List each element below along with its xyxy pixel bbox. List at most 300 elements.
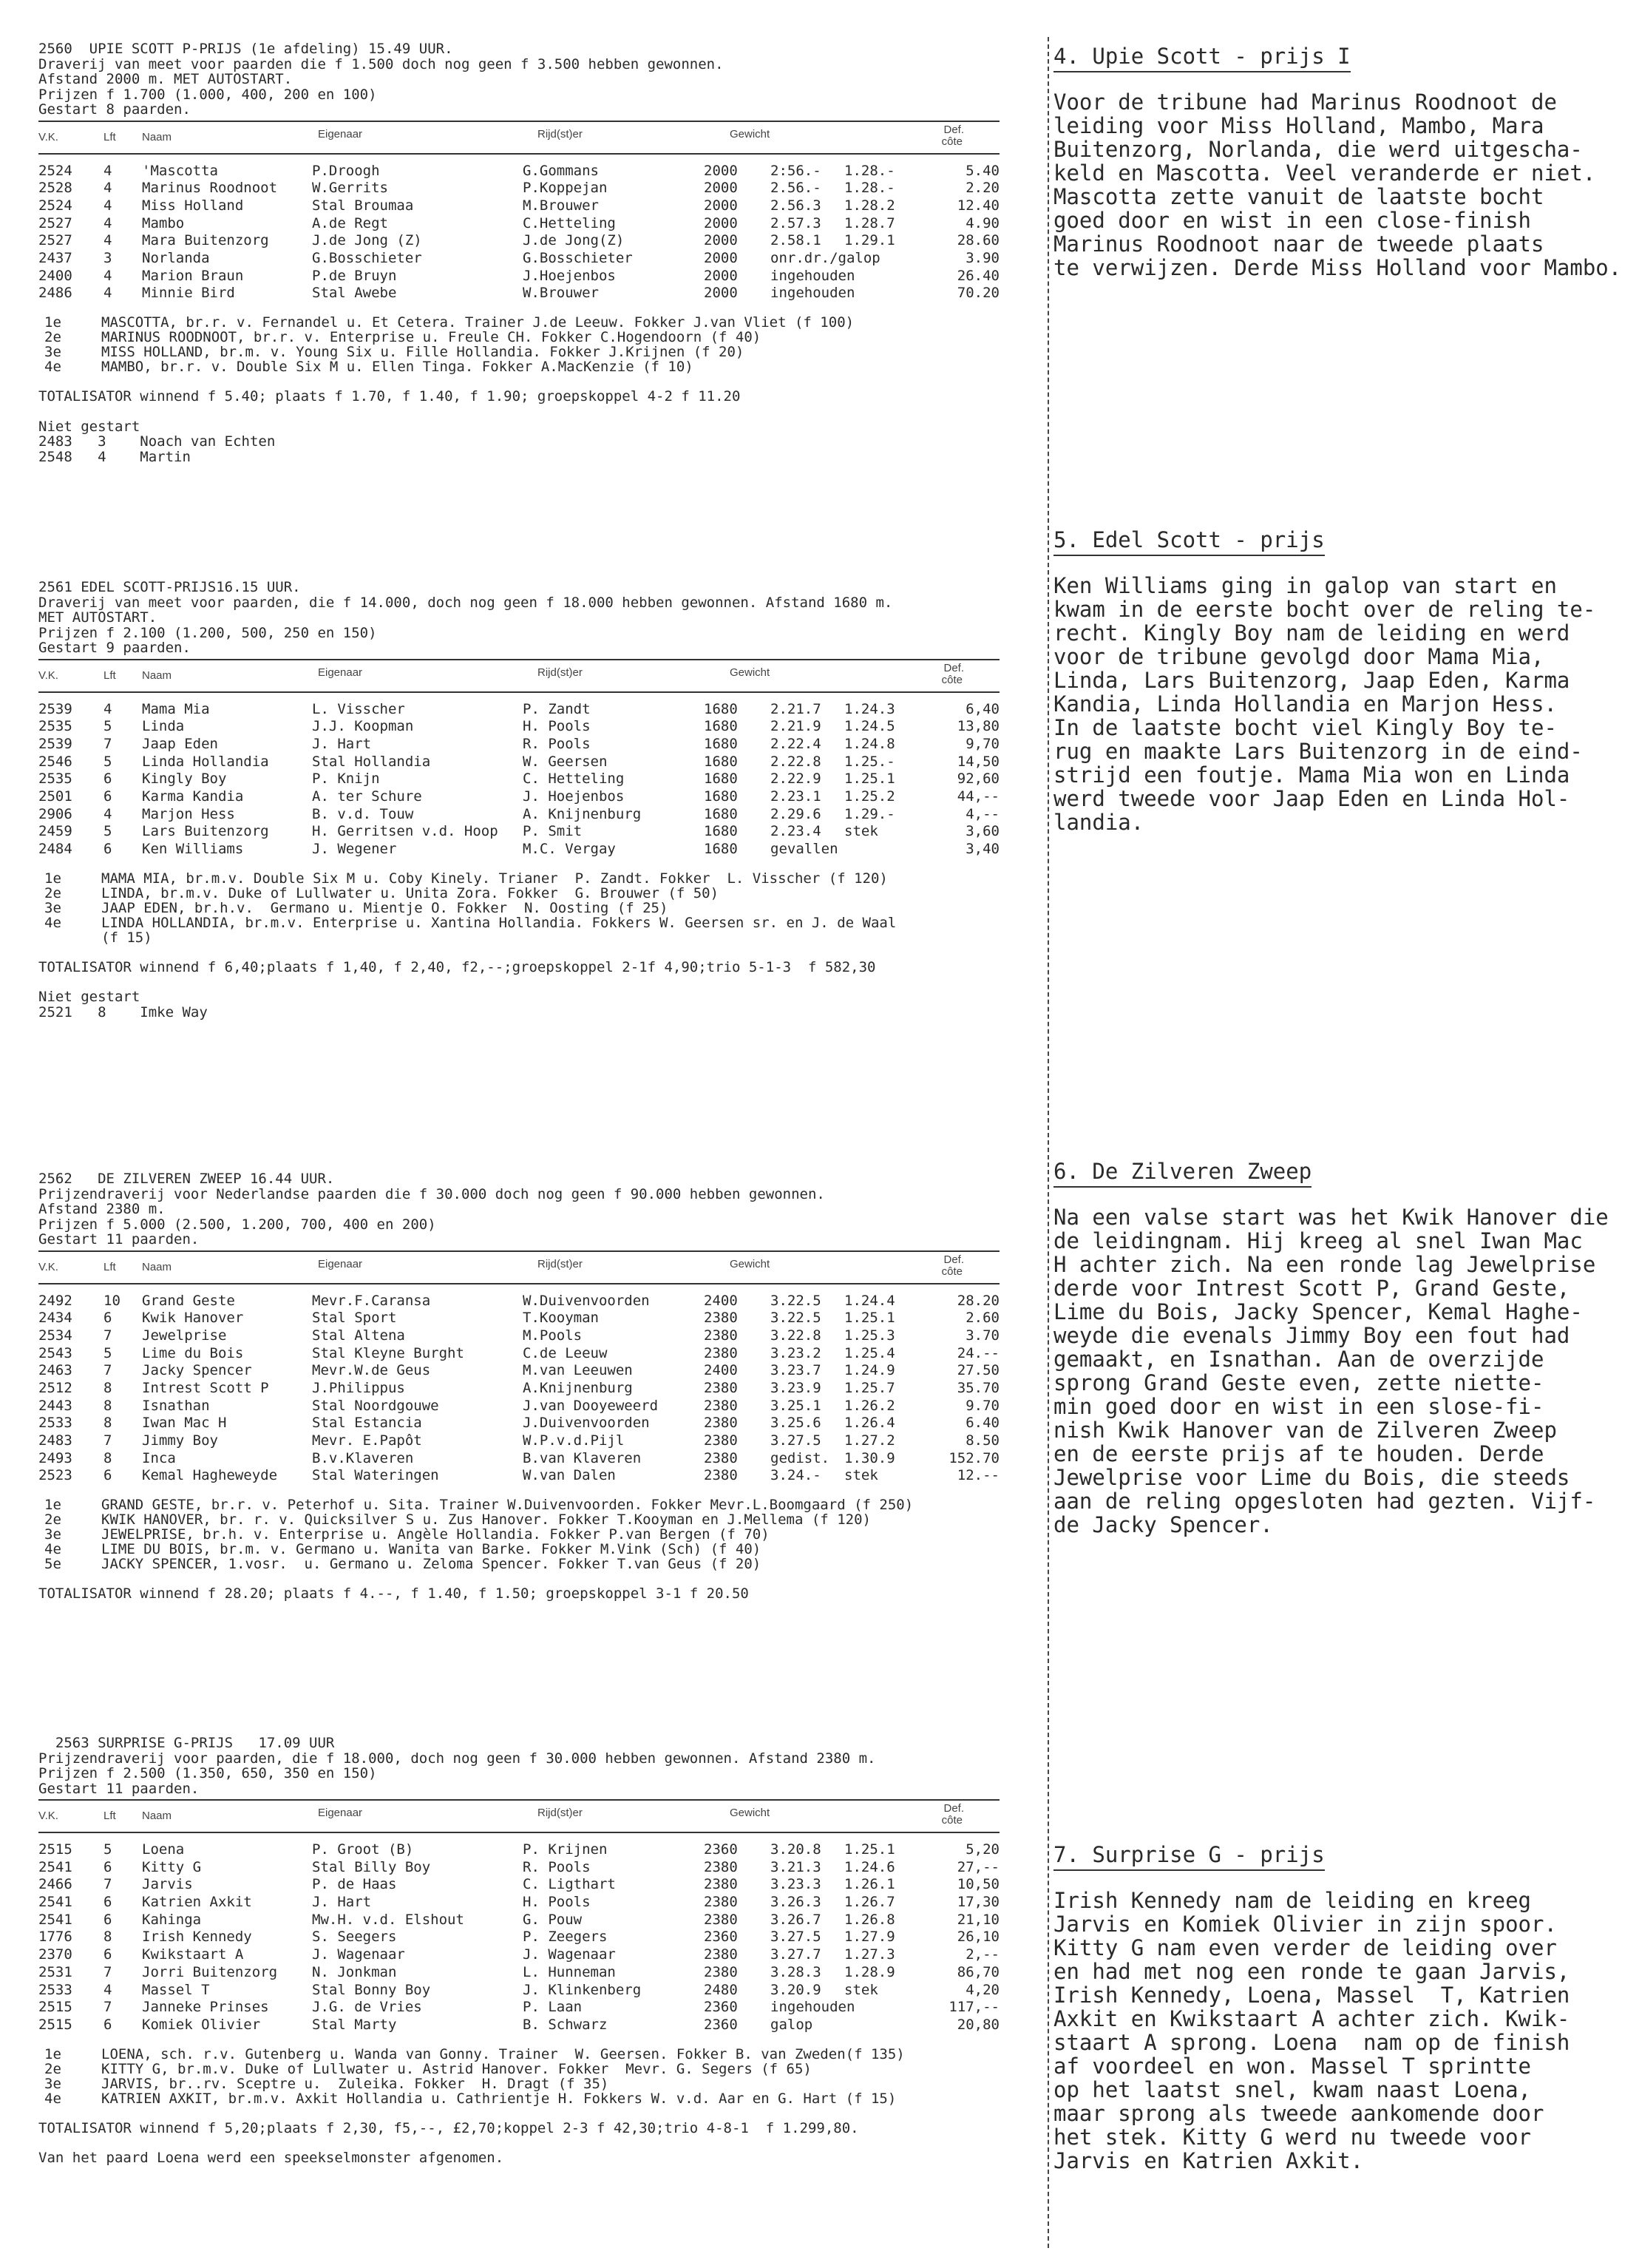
- table-cell: C. Hetteling: [523, 771, 625, 788]
- note-line: 2521 8 Imke Way: [38, 1003, 208, 1020]
- table-cell: Mevr.W.de Geus: [312, 1362, 431, 1379]
- table-cell: Ken Williams: [142, 841, 244, 857]
- column-rijder: Rijd(st)er: [537, 1807, 583, 1819]
- table-cell: 1.25.7: [844, 1379, 895, 1396]
- table-cell: P. de Haas: [312, 1876, 397, 1893]
- table-cell: Mama Mia: [142, 700, 210, 717]
- column-naam: Naam: [142, 1810, 172, 1822]
- table-cell: 2501: [38, 788, 72, 805]
- placing-position: 1e: [44, 2045, 61, 2062]
- table-cell: 117,--: [949, 1999, 1000, 2016]
- race-notes: [38, 419, 1000, 465]
- placing-position: 2e: [44, 884, 61, 901]
- column-cote: côte: [941, 135, 963, 148]
- table-cell: 20,80: [957, 2016, 1000, 2033]
- table-cell: Katrien Axkit: [142, 1894, 252, 1911]
- table-cell: J. Wagenaar: [312, 1946, 405, 1963]
- table-cell: Marinus Roodnoot: [142, 180, 278, 197]
- table-cell: galop: [770, 2016, 813, 2033]
- table-cell: 2437: [38, 249, 72, 266]
- table-cell: 2.22.4: [770, 735, 821, 752]
- table-cell: Stal Sport: [312, 1310, 397, 1327]
- table-cell: Stal Wateringen: [312, 1467, 439, 1484]
- table-cell: 8: [104, 1415, 112, 1432]
- table-cell: 1680: [704, 735, 738, 752]
- table-cell: 2000: [704, 162, 738, 179]
- table-cell: P. Zandt: [523, 700, 591, 717]
- table-cell: 2539: [38, 735, 72, 752]
- placing-row: [38, 886, 1000, 901]
- placing-text: MARINUS ROODNOOT, br.r. v. Enterprise u. Freule CH. Fokker C.Hogendoorn (f 40): [101, 329, 761, 345]
- table-cell: 4,20: [966, 1981, 1000, 1998]
- placing-row: [38, 1497, 1000, 1512]
- table-cell: Marion Braun: [142, 267, 244, 284]
- table-cell: G.Bosschieter: [312, 249, 422, 266]
- race-notes: [38, 2150, 1000, 2166]
- table-cell: 6: [104, 771, 112, 788]
- table-row: [38, 1842, 1000, 1860]
- table-row: [38, 1310, 1000, 1328]
- column-naam: Naam: [142, 130, 172, 143]
- table-cell: Norlanda: [142, 249, 210, 266]
- table-cell: P. Smit: [523, 823, 583, 840]
- table-cell: Karma Kandia: [142, 788, 244, 805]
- race-header-line: Draverij van meet voor paarden die f 1.500 doch nog geen f 3.500 hebben gewonnen.: [38, 55, 724, 72]
- table-cell: 6: [104, 1894, 112, 1911]
- table-cell: 1.26.1: [844, 1876, 895, 1893]
- table-cell: 5: [104, 1344, 112, 1361]
- column-rijder: Rijd(st)er: [537, 1257, 583, 1270]
- table-cell: 2000: [704, 197, 738, 214]
- column-eigenaar: Eigenaar: [318, 127, 363, 141]
- table-cell: 2380: [704, 1327, 738, 1344]
- table-cell: 2515: [38, 2016, 72, 2033]
- table-cell: Mambo: [142, 214, 185, 231]
- table-cell: 2524: [38, 197, 72, 214]
- table-row: [38, 268, 1000, 286]
- table-cell: 1.27.3: [844, 1946, 895, 1963]
- table-cell: W.P.v.d.Pijl: [523, 1432, 625, 1449]
- table-cell: 2000: [704, 214, 738, 231]
- table-cell: Kingly Boy: [142, 771, 227, 788]
- table-cell: 6.40: [966, 1415, 1000, 1432]
- table-cell: 2459: [38, 823, 72, 840]
- table-cell: P. Knijn: [312, 771, 380, 788]
- table-cell: 9,70: [966, 735, 1000, 752]
- race-report: [1053, 528, 1630, 834]
- table-cell: 1.25.4: [844, 1344, 895, 1361]
- table-cell: stek: [844, 823, 878, 840]
- table-cell: 1.28.9: [844, 1963, 895, 1980]
- table-cell: 6: [104, 1310, 112, 1327]
- table-cell: 3.70: [966, 1327, 1000, 1344]
- table-cell: M.van Leeuwen: [523, 1362, 633, 1379]
- table-cell: 2,--: [966, 1946, 1000, 1963]
- table-cell: 9.70: [966, 1397, 1000, 1414]
- table-cell: 2380: [704, 1858, 738, 1875]
- placing-row: [38, 1512, 1000, 1527]
- table-cell: 5.40: [966, 162, 1000, 179]
- table-cell: 2.22.8: [770, 753, 821, 770]
- table-cell: J.J. Koopman: [312, 718, 414, 735]
- table-cell: Lars Buitenzorg: [142, 823, 269, 840]
- table-cell: 1.24.8: [844, 735, 895, 752]
- table-cell: 1.29.1: [844, 232, 895, 249]
- table-cell: 2360: [704, 1929, 738, 1946]
- table-cell: 2480: [704, 1981, 738, 1998]
- table-cell: Stal Awebe: [312, 285, 397, 302]
- table-cell: 2523: [38, 1467, 72, 1484]
- table-cell: B.van Klaveren: [523, 1449, 642, 1466]
- race-header-line: Prijzen f 1.700 (1.000, 400, 200 en 100): [38, 86, 377, 103]
- table-row: [38, 1433, 1000, 1451]
- table-cell: 2515: [38, 1841, 72, 1858]
- table-row: [38, 807, 1000, 825]
- report-title: 7. Surprise G - prijs: [1053, 1843, 1325, 1871]
- table-row: [38, 1468, 1000, 1486]
- table-cell: N. Jonkman: [312, 1963, 397, 1980]
- results-table-body: [38, 702, 1000, 859]
- race-header-line: 2563 SURPRISE G-PRIJS 17.09 UUR: [38, 1735, 335, 1751]
- table-cell: Mara Buitenzorg: [142, 232, 269, 249]
- table-cell: 1.30.9: [844, 1449, 895, 1466]
- placing-text: JAAP EDEN, br.h.v. Germano u. Mientje O. Fokker N. Oosting (f 25): [101, 899, 668, 916]
- table-cell: R. Pools: [523, 1858, 591, 1875]
- table-cell: 2531: [38, 1963, 72, 1980]
- results-table-header: [38, 659, 1000, 693]
- table-cell: 6,40: [966, 700, 1000, 717]
- table-cell: 1.28.7: [844, 214, 895, 231]
- placing-position: 1e: [44, 1497, 61, 1514]
- table-cell: 2380: [704, 1432, 738, 1449]
- table-cell: 2527: [38, 232, 72, 249]
- table-cell: Kwik Hanover: [142, 1310, 244, 1327]
- placing-text: JACKY SPENCER, 1.vosr. u. Germano u. Zeloma Spencer. Fokker T.van Geus (f 20): [101, 1556, 761, 1573]
- race-report: [1053, 1160, 1630, 1537]
- placing-text: LINDA, br.m.v. Duke of Lullwater u. Unita Zora. Fokker G. Brouwer (f 50): [101, 884, 719, 901]
- note-line: Van het paard Loena werd een speekselmonster afgenomen.: [38, 2150, 504, 2167]
- table-cell: 2000: [704, 249, 738, 266]
- table-cell: 4: [104, 180, 112, 197]
- table-cell: Grand Geste: [142, 1292, 235, 1309]
- table-cell: 8.50: [966, 1432, 1000, 1449]
- table-cell: 7: [104, 1999, 112, 2016]
- table-cell: 1.28.-: [844, 162, 895, 179]
- report-title: 6. De Zilveren Zweep: [1053, 1160, 1311, 1188]
- report-text: Voor de tribune had Marinus Roodnoot de leiding voor Miss Holland, Mambo, Mara Buitenzorg, Norlanda, die werd uitgescha- keld en Mascotta. Veel veranderde er niet. Mascotta zette vanuit de laatste bocht goed door en wist in een close-finish Marinus Roodnoot naar de tweede plaats te verwijzen. Derde Miss Holland voor Mambo.: [1053, 89, 1622, 280]
- table-cell: 3.23.3: [770, 1876, 821, 1893]
- table-cell: 2380: [704, 1876, 738, 1893]
- placing-position: 4e: [44, 2090, 61, 2107]
- table-cell: 7: [104, 1362, 112, 1379]
- table-cell: 2493: [38, 1449, 72, 1466]
- table-row: [38, 285, 1000, 303]
- table-row: [38, 1415, 1000, 1433]
- table-cell: 1776: [38, 1929, 72, 1946]
- placing-text: MASCOTTA, br.r. v. Fernandel u. Et Cetera. Trainer J.de Leeuw. Fokker J.van Vliet (f 100): [101, 314, 855, 331]
- table-cell: 1680: [704, 823, 738, 840]
- table-cell: 4: [104, 805, 112, 822]
- table-cell: 2.22.9: [770, 771, 821, 788]
- table-cell: P. Laan: [523, 1999, 583, 2016]
- table-cell: 6: [104, 1946, 112, 1963]
- table-cell: B.v.Klaveren: [312, 1449, 414, 1466]
- table-cell: 6: [104, 788, 112, 805]
- table-cell: 4: [104, 285, 112, 302]
- table-cell: Miss Holland: [142, 197, 244, 214]
- placing-text: KWIK HANOVER, br. r. v. Quicksilver S u. Zus Hanover. Fokker T.Kooyman en J.Mellema (f 120): [101, 1512, 871, 1529]
- table-cell: 3.20.9: [770, 1981, 821, 1998]
- table-cell: 5: [104, 823, 112, 840]
- placing-row: [38, 1527, 1000, 1542]
- table-cell: gevallen: [770, 841, 838, 857]
- table-cell: T.Kooyman: [523, 1310, 599, 1327]
- table-cell: 2434: [38, 1310, 72, 1327]
- table-cell: Stal Hollandia: [312, 753, 431, 770]
- table-cell: 4: [104, 214, 112, 231]
- table-cell: H. Gerritsen v.d. Hoop: [312, 823, 498, 840]
- column-vk: V.K.: [38, 1810, 58, 1822]
- table-cell: 2.23.1: [770, 788, 821, 805]
- table-row: [38, 180, 1000, 198]
- table-cell: 3.26.3: [770, 1894, 821, 1911]
- table-cell: 3.24.-: [770, 1467, 821, 1484]
- totalisator: TOTALISATOR winnend f 5.40; plaats f 1.70, f 1.40, f 1.90; groepskoppel 4-2 f 11.20: [38, 388, 741, 404]
- table-cell: 5: [104, 1841, 112, 1858]
- table-cell: 1.28.2: [844, 197, 895, 214]
- table-cell: Inca: [142, 1449, 176, 1466]
- column-vk: V.K.: [38, 1260, 58, 1273]
- table-cell: 1.26.2: [844, 1397, 895, 1414]
- column-def: Def.: [943, 661, 964, 674]
- table-row: [38, 1293, 1000, 1311]
- placing-position: 4e: [44, 359, 61, 375]
- table-cell: 2380: [704, 1379, 738, 1396]
- table-cell: 44,--: [957, 788, 1000, 805]
- table-cell: Iwan Mac H: [142, 1415, 227, 1432]
- table-row: [38, 1983, 1000, 2000]
- table-cell: 8: [104, 1397, 112, 1414]
- table-cell: J.Duivenvoorden: [523, 1415, 650, 1432]
- placing-text: JEWELPRISE, br.h. v. Enterprise u. Angèle Hollandia. Fokker P.van Bergen (f 70): [101, 1526, 770, 1543]
- table-cell: Marjon Hess: [142, 805, 235, 822]
- note-line: 2548 4 Martin: [38, 448, 191, 465]
- table-cell: 2535: [38, 718, 72, 735]
- table-cell: W.Duivenvoorden: [523, 1292, 650, 1309]
- table-cell: 92,60: [957, 771, 1000, 788]
- table-row: [38, 2000, 1000, 2017]
- table-cell: 8: [104, 1449, 112, 1466]
- table-cell: 2.58.1: [770, 232, 821, 249]
- table-cell: Janneke Prinses: [142, 1999, 269, 2016]
- placing-position: 2e: [44, 1512, 61, 1529]
- placing-row: [38, 359, 1000, 374]
- table-cell: 2380: [704, 1397, 738, 1414]
- table-cell: 3.23.2: [770, 1344, 821, 1361]
- placing-text: MISS HOLLAND, br.m. v. Young Six u. Fille Hollandia. Fokker J.Krijnen (f 20): [101, 344, 744, 360]
- race-header-line: 2560 UPIE SCOTT P-PRIJS (1e afdeling) 15.49 UUR.: [38, 41, 453, 57]
- table-cell: R. Pools: [523, 735, 591, 752]
- table-cell: 1.25.-: [844, 753, 895, 770]
- table-cell: Kitty G: [142, 1858, 202, 1875]
- placing-row: [38, 2091, 1000, 2106]
- results-table-header: [38, 121, 1000, 155]
- table-row: [38, 737, 1000, 754]
- table-cell: 2466: [38, 1876, 72, 1893]
- placing-position: 4e: [44, 1541, 61, 1558]
- table-row: [38, 1363, 1000, 1381]
- column-gewicht: Gewicht: [730, 1807, 770, 1819]
- placing-text: LOENA, sch. r.v. Gutenberg u. Wanda van Gonny. Trainer W. Geersen. Fokker B. van Zweden(f 135): [101, 2045, 905, 2062]
- table-cell: 1680: [704, 771, 738, 788]
- table-cell: 17,30: [957, 1894, 1000, 1911]
- table-cell: A.Knijnenburg: [523, 1379, 633, 1396]
- report-text: Irish Kennedy nam de leiding en kreeg Jarvis en Komiek Olivier in zijn spoor. Kitty G nam even verder de leiding over en had met nog een ronde te gaan Jarvis, Irish Kennedy, Loena, Massel T, Katrien Axkit en Kwikstaart A achter zich. Kwik- staart A sprong. Loena nam op de finish af voordeel en won. Massel T sprintte op het laatst snel, kwam naast Loena, maar sprong als tweede aankomende door het stek. Kitty G werd nu tweede voor Jarvis en Katrien Axkit.: [1053, 1888, 1570, 2173]
- table-cell: 2.60: [966, 1310, 1000, 1327]
- table-cell: 2380: [704, 1467, 738, 1484]
- table-cell: 2370: [38, 1946, 72, 1963]
- column-lft: Lft: [104, 130, 116, 143]
- table-cell: M.Brouwer: [523, 197, 599, 214]
- table-cell: 3.22.8: [770, 1327, 821, 1344]
- table-cell: 2906: [38, 805, 72, 822]
- table-cell: 2.21.7: [770, 700, 821, 717]
- table-cell: J. Klinkenberg: [523, 1981, 642, 1998]
- report-text: Na een valse start was het Kwik Hanover die de leidingnam. Hij kreeg al snel Iwan Mac H achter zich. Na een ronde lag Jewelprise derde voor Intrest Scott P, Grand Geste, Lime du Bois, Jacky Spencer, Kemal Haghe- weyde die evenals Jimmy Boy een fout had gemaakt, en Isnathan. Aan de overzijde sprong Grand Geste even, zette niette- min goed door en wist in een slose-fi- nish Kwik Hanover van de Zilveren Zweep en de eerste prijs af te houden. Derde Jewelprise voor Lime du Bois, die steeds aan de reling opgesloten had gezten. Vijf- de Jacky Spencer.: [1053, 1205, 1609, 1537]
- table-cell: Mevr.F.Caransa: [312, 1292, 431, 1309]
- table-cell: S. Seegers: [312, 1929, 397, 1946]
- table-cell: 26.40: [957, 267, 1000, 284]
- table-row: [38, 702, 1000, 720]
- table-cell: 2533: [38, 1415, 72, 1432]
- table-cell: 3,40: [966, 841, 1000, 857]
- table-row: [38, 771, 1000, 789]
- table-cell: 3,60: [966, 823, 1000, 840]
- table-cell: 1680: [704, 805, 738, 822]
- table-cell: 7: [104, 1876, 112, 1893]
- race-header-line: Draverij van meet voor paarden, die f 14.000, doch nog geen f 18.000 hebben gewonnen. Afstand 1680 m.: [38, 594, 893, 611]
- table-cell: 2:56.-: [770, 162, 821, 179]
- table-cell: 3.21.3: [770, 1858, 821, 1875]
- table-cell: 2.23.4: [770, 823, 821, 840]
- table-cell: Mevr. E.Papôt: [312, 1432, 422, 1449]
- table-row: [38, 233, 1000, 251]
- column-eigenaar: Eigenaar: [318, 666, 363, 679]
- race-header-line: MET AUTOSTART.: [38, 609, 157, 626]
- race-header-line: Prijzendraverij voor Nederlandse paarden die f 30.000 doch nog geen f 90.000 hebben gewonnen.: [38, 1185, 825, 1202]
- placing-position: 5e: [44, 1556, 61, 1573]
- table-cell: 1.27.2: [844, 1432, 895, 1449]
- table-cell: 4: [104, 267, 112, 284]
- table-cell: J.G. de Vries: [312, 1999, 422, 2016]
- table-cell: C.de Leeuw: [523, 1344, 608, 1361]
- placing-row: [38, 1542, 1000, 1557]
- table-cell: 26,10: [957, 1929, 1000, 1946]
- table-cell: 2546: [38, 753, 72, 770]
- table-cell: Lime du Bois: [142, 1344, 244, 1361]
- table-cell: 2539: [38, 700, 72, 717]
- column-lft: Lft: [104, 1810, 116, 1822]
- table-cell: 3.23.7: [770, 1362, 821, 1379]
- table-cell: J. Hart: [312, 735, 372, 752]
- report-title: 4. Upie Scott - prijs I: [1053, 44, 1351, 72]
- placing-row: [38, 901, 1000, 915]
- table-cell: Isnathan: [142, 1397, 210, 1414]
- table-cell: 152.70: [949, 1449, 1000, 1466]
- table-cell: 4: [104, 1981, 112, 1998]
- table-cell: Kemal Hagheweyde: [142, 1467, 278, 1484]
- race-block: [38, 580, 1000, 1020]
- table-cell: 2380: [704, 1946, 738, 1963]
- table-cell: 1680: [704, 841, 738, 857]
- results-table-body: [38, 1842, 1000, 2035]
- table-cell: 5,20: [966, 1841, 1000, 1858]
- table-cell: W. Geersen: [523, 753, 608, 770]
- table-cell: J.de Jong (Z): [312, 232, 422, 249]
- table-cell: 1.24.6: [844, 1858, 895, 1875]
- table-cell: Stal Altena: [312, 1327, 405, 1344]
- column-cote: côte: [941, 673, 963, 686]
- table-cell: J.Hoejenbos: [523, 267, 616, 284]
- table-cell: 2524: [38, 162, 72, 179]
- placing-row: [38, 345, 1000, 359]
- table-cell: G.Gommans: [523, 162, 599, 179]
- table-row: [38, 2017, 1000, 2035]
- table-cell: 6: [104, 841, 112, 857]
- placing-position: 2e: [44, 2060, 61, 2077]
- column-def: Def.: [943, 1802, 964, 1815]
- table-cell: 2533: [38, 1981, 72, 1998]
- totalisator: TOTALISATOR winnend f 5,20;plaats f 2,30, f5,--, £2,70;koppel 2-3 f 42,30;trio 4-8-1 f 1.299,80.: [38, 2119, 859, 2136]
- table-cell: J. Wagenaar: [523, 1946, 616, 1963]
- table-cell: 2400: [704, 1362, 738, 1379]
- table-cell: 3.23.9: [770, 1379, 821, 1396]
- placing-text: MAMBO, br.r. v. Double Six M u. Ellen Tinga. Fokker A.MacKenzie (f 10): [101, 359, 693, 375]
- table-row: [38, 1929, 1000, 1947]
- report-title: 5. Edel Scott - prijs: [1053, 528, 1325, 556]
- placing-position: 3e: [44, 899, 61, 916]
- table-cell: 5: [104, 718, 112, 735]
- table-cell: 2541: [38, 1858, 72, 1875]
- table-cell: W.Brouwer: [523, 285, 599, 302]
- table-cell: 2380: [704, 1911, 738, 1928]
- table-cell: 6: [104, 1467, 112, 1484]
- table-cell: Stal Marty: [312, 2016, 397, 2033]
- table-cell: 2000: [704, 232, 738, 249]
- race-header-line: Prijzendraverij voor paarden, die f 18.000, doch nog geen f 30.000 hebben gewonnen. Afstand 2380 m.: [38, 1750, 876, 1767]
- table-cell: 7: [104, 1963, 112, 1980]
- table-cell: 4: [104, 232, 112, 249]
- table-cell: Jimmy Boy: [142, 1432, 218, 1449]
- table-cell: 2443: [38, 1397, 72, 1414]
- placing-text: LINDA HOLLANDIA, br.m.v. Enterprise u. Xantina Hollandia. Fokkers W. Geersen sr. en J. de Waal (f 15): [101, 914, 897, 946]
- table-cell: 4,--: [966, 805, 1000, 822]
- table-cell: Mw.H. v.d. Elshout: [312, 1911, 464, 1928]
- table-cell: 12.40: [957, 197, 1000, 214]
- race-header: [38, 1736, 1000, 1796]
- table-cell: 1.28.-: [844, 180, 895, 197]
- table-cell: A.de Regt: [312, 214, 388, 231]
- table-cell: 10: [104, 1292, 121, 1309]
- table-cell: 4: [104, 700, 112, 717]
- column-eigenaar: Eigenaar: [318, 1807, 363, 1819]
- table-cell: ingehouden: [770, 267, 855, 284]
- table-cell: P.de Bruyn: [312, 267, 397, 284]
- placing-row: [38, 2076, 1000, 2091]
- table-cell: 2484: [38, 841, 72, 857]
- race-header-line: Gestart 11 paarden.: [38, 1780, 200, 1797]
- table-cell: 3.90: [966, 249, 1000, 266]
